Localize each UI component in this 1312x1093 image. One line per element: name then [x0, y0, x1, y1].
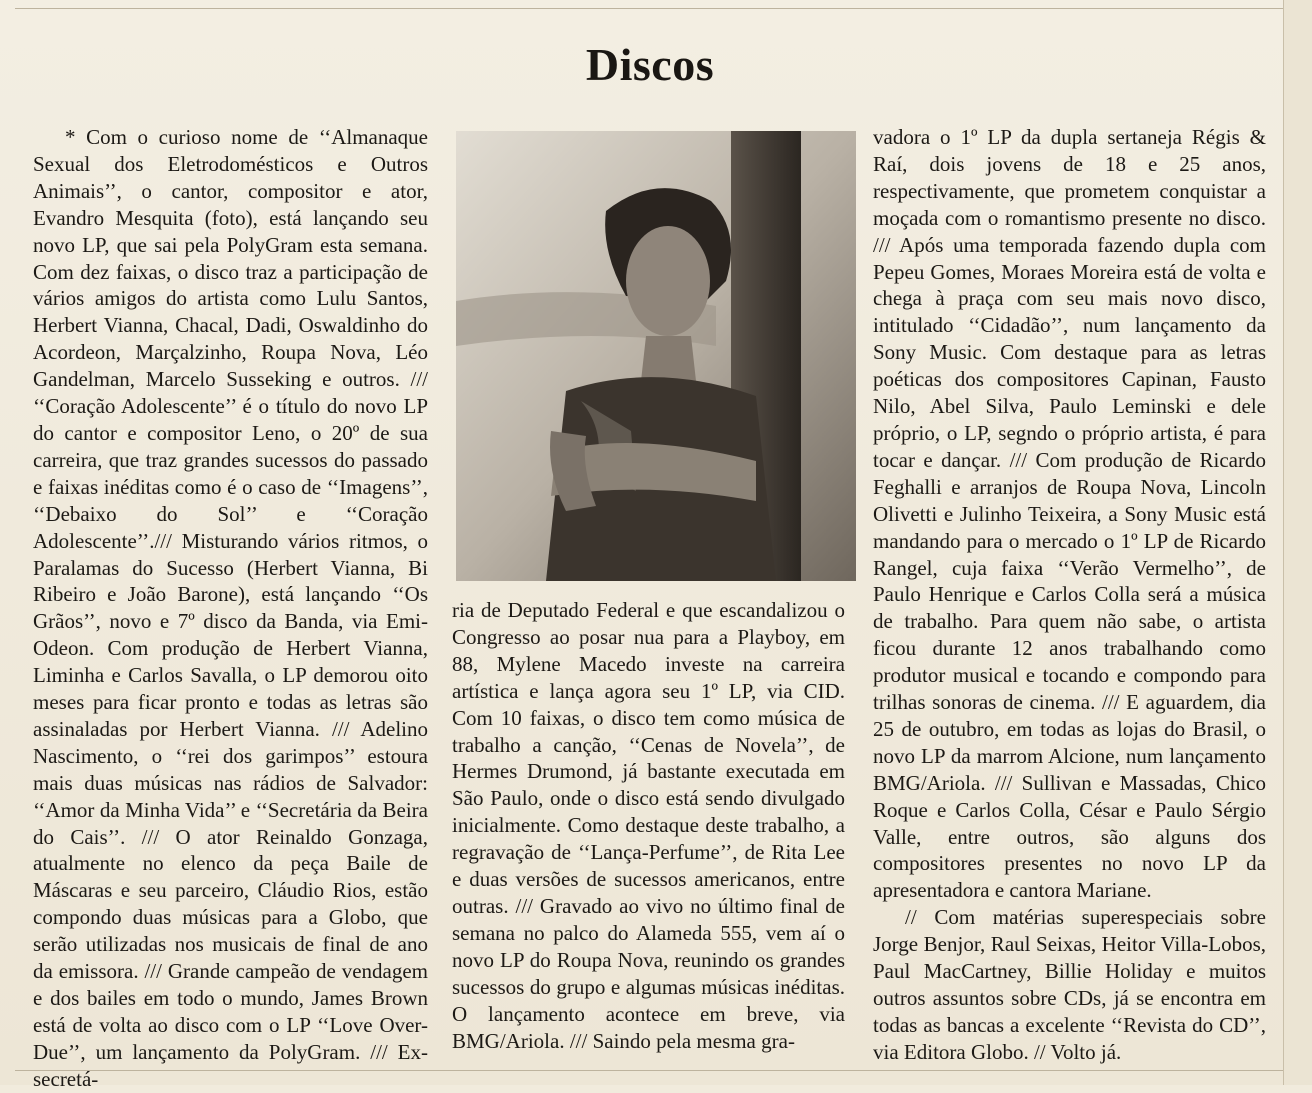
column-1-text: * Com o curioso nome de ‘‘Almanaque Sexual dos Eletrodomésticos e Outros Animais’’, o cantor, compositor e ator, Evandro Mesquita (foto), está lançando seu novo LP, que sai pela PolyGram esta semana. Com dez faixas, o disco traz a participação de vários amigos do artista como Lulu Santos, Herbert Vianna, Chacal, Dadi, Oswaldinho do Acordeon, Marçalzinho, Roupa Nova, Léo Gandelman, Marcelo Susseking e outros. /// ‘‘Coração Adolescente’’ é o título do novo LP do cantor e compositor Leno, o 20º de sua carreira, que traz grandes sucessos do passado e faixas inéditas como é o caso de ‘‘Imagens’’, ‘‘Debaixo do Sol’’ e ‘‘Coração Adolescente’’./// Misturando vários ritmos, o Paralamas do Sucesso (Herbert Vianna, Bi Ribeiro e João Barone), está lançando ‘‘Os Grãos’’, novo e 7º disco da Banda, via Emi-Odeon. Com produção de Herbert Vianna, Liminha e Carlos Savalla, o LP demorou oito meses para ficar pronto e todas as letras são assinaladas por Herbert Vianna. /// Adelino Nascimento, o ‘‘rei dos garimpos’’ estoura mais duas músicas nas rádios de Salvador: ‘‘Amor da Minha Vida’’ e ‘‘Secretária da Beira do Cais’’. /// O ator Reinaldo Gonzaga, atualmente no elenco da peça Baile de Máscaras e seu parceiro, Cláudio Rios, estão compondo duas músicas para a Globo, que serão utilizadas nos musicais de final de ano da emissora. /// Grande campeão de vendagem e dos bailes em todo o mundo, James Brown está de volta ao disco com o LP ‘‘Love Over-Due’’, um lançamento da PolyGram. /// Ex-secretá-	[33, 125, 428, 1091]
artist-photo	[456, 131, 856, 581]
column-2	[452, 597, 845, 1054]
article-title: Discos	[585, 39, 715, 90]
column-3-text: vadora o 1º LP da dupla sertaneja Régis & Raí, dois jovens de 18 e 25 anos, respectivamente, que prometem conquistar a moçada com o romantismo presente no disco. /// Após uma temporada fazendo dupla com Pepeu Gomes, Moraes Moreira está de volta e chega à praça com seu mais novo disco, intitulado ‘‘Cidadão’’, num lançamento da Sony Music. Com destaque para as letras poéticas dos compositores Capinan, Fausto Nilo, Abel Silva, Paulo Leminski e dele próprio, o LP, segndo o próprio artista, é para tocar e dançar. /// Com produção de Ricardo Feghalli e arranjos de Roupa Nova, Lincoln Olivetti e Julinho Teixeira, a Sony Music está mandando para o mercado o 1º LP de Ricardo Rangel, cuja faixa ‘‘Verão Vermelho’’, de Paulo Henrique e Carlos Colla será a música de trabalho. Para quem não sabe, o artista ficou durante 12 anos trabalhando como produtor musical e tocando e compondo para trilhas sonoras de cinema. /// E aguardem, dia 25 de outubro, em todas as lojas do Brasil, o novo LP da marrom Alcione, num lançamento BMG/Ariola. /// Sullivan e Massadas, Chico Roque e Carlos Colla, César e Paulo Sérgio Valle, entre outros, são alguns dos compositores presentes no novo LP da apresentadora e cantora Mariane.	[873, 125, 1266, 903]
column-1	[33, 124, 428, 1093]
column-3	[873, 124, 1266, 1066]
column-2-text: ria de Deputado Federal e que escandalizou o Congresso ao posar nua para a Playboy, em 88, Mylene Macedo investe na carreira artística e lança agora seu 1º LP, via CID. Com 10 faixas, o disco tem como música de trabalho a canção, ‘‘Cenas de Novela’’, de Hermes Drumond, já bastante executada em São Paulo, onde o disco está sendo divulgado inicialmente. Como destaque deste trabalho, a regravação de ‘‘Lança-Perfume’’, de Rita Lee e duas versões de sucessos americanos, entre outras. /// Gravado ao vivo no último final de semana no palco do Alameda 555, vem aí o novo LP do Roupa Nova, reunindo os grandes sucessos do grupo e algumas músicas inéditas. O lançamento acontece em breve, via BMG/Ariola. /// Saindo pela mesma gra-	[452, 598, 845, 1053]
column-3-closing-text: // Com matérias superespeciais sobre Jorge Benjor, Raul Seixas, Heitor Villa-Lobos, Paul MacCartney, Billie Holiday e muitos outros assuntos sobre CDs, já se encontra em todas as bancas a excelente ‘‘Revista do CD’’, via Editora Globo. // Volto já.	[873, 905, 1266, 1064]
photo-illustration	[456, 131, 856, 581]
top-rule	[15, 8, 1283, 9]
paper-edge	[1283, 0, 1312, 1085]
